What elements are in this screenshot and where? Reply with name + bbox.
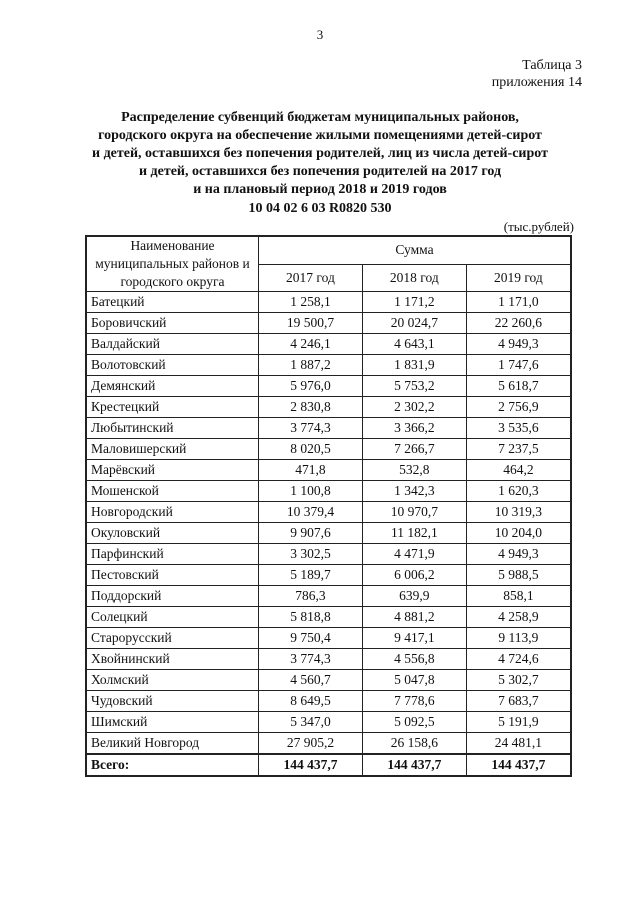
value-2018: 9 417,1 (362, 628, 466, 649)
value-2017: 5 347,0 (259, 712, 363, 733)
value-2019: 1 747,6 (466, 355, 571, 376)
value-2019: 10 319,3 (466, 502, 571, 523)
subvention-table (85, 235, 572, 777)
value-2017: 2 830,8 (259, 397, 363, 418)
row-name: Старорусский (86, 628, 259, 649)
total-value-2018: 144 437,7 (362, 754, 466, 776)
row-name: Демянский (86, 376, 259, 397)
row-name: Чудовский (86, 691, 259, 712)
header-year-2017: 2017 год (259, 264, 363, 291)
title-line-4: и детей, оставшихся без попечения родителей на 2017 год (138, 164, 502, 179)
title-line-3: и детей, оставшихся без попечения родителей, лиц из числа детей-сирот (92, 146, 548, 161)
value-2019: 4 949,3 (466, 334, 571, 355)
total-value-2017: 144 437,7 (259, 754, 363, 776)
row-name: Хвойнинский (86, 649, 259, 670)
value-2019: 1 620,3 (466, 481, 571, 502)
value-2019: 5 191,9 (466, 712, 571, 733)
value-2018: 1 171,2 (362, 292, 466, 313)
value-2017: 10 379,4 (259, 502, 363, 523)
row-name: Любытинский (86, 418, 259, 439)
value-2019: 22 260,6 (466, 313, 571, 334)
row-name: Окуловский (86, 523, 259, 544)
value-2017: 1 887,2 (259, 355, 363, 376)
value-2017: 4 560,7 (259, 670, 363, 691)
row-name: Солецкий (86, 607, 259, 628)
row-name: Валдайский (86, 334, 259, 355)
row-name: Шимский (86, 712, 259, 733)
value-2019: 3 535,6 (466, 418, 571, 439)
value-2017: 5 976,0 (259, 376, 363, 397)
value-2018: 5 753,2 (362, 376, 466, 397)
value-2017: 786,3 (259, 586, 363, 607)
value-2018: 11 182,1 (362, 523, 466, 544)
table-row (86, 607, 571, 628)
value-2018: 1 342,3 (362, 481, 466, 502)
table-row (86, 376, 571, 397)
table-reference-line-2: приложения 14 (491, 75, 582, 90)
total-row (86, 754, 571, 776)
row-name: Парфинский (86, 544, 259, 565)
value-2019: 4 949,3 (466, 544, 571, 565)
row-name: Поддорский (86, 586, 259, 607)
value-2017: 5 189,7 (259, 565, 363, 586)
header-year-2018: 2018 год (362, 264, 466, 291)
value-2018: 4 643,1 (362, 334, 466, 355)
value-2019: 7 237,5 (466, 439, 571, 460)
row-name: Мошенской (86, 481, 259, 502)
total-value-2019: 144 437,7 (466, 754, 571, 776)
value-2018: 3 366,2 (362, 418, 466, 439)
table-row (86, 481, 571, 502)
value-2018: 20 024,7 (362, 313, 466, 334)
value-2018: 10 970,7 (362, 502, 466, 523)
document-title (60, 109, 580, 199)
value-2018: 26 158,6 (362, 733, 466, 755)
row-name: Пестовский (86, 565, 259, 586)
header-year-2019: 2019 год (466, 264, 571, 291)
title-line-5: и на плановый период 2018 и 2019 годов (193, 182, 447, 197)
table-body (86, 292, 571, 777)
row-name: Волотовский (86, 355, 259, 376)
value-2019: 464,2 (466, 460, 571, 481)
value-2019: 858,1 (466, 586, 571, 607)
value-2017: 27 905,2 (259, 733, 363, 755)
value-2017: 1 100,8 (259, 481, 363, 502)
units-label: (тыс.рублей) (503, 219, 574, 234)
value-2019: 1 171,0 (466, 292, 571, 313)
value-2018: 7 266,7 (362, 439, 466, 460)
value-2017: 3 302,5 (259, 544, 363, 565)
value-2019: 24 481,1 (466, 733, 571, 755)
table-row (86, 523, 571, 544)
title-line-1: Распределение субвенций бюджетам муниципальных районов, (121, 110, 519, 125)
table-row (86, 460, 571, 481)
table-row (86, 397, 571, 418)
value-2019: 7 683,7 (466, 691, 571, 712)
table-row (86, 733, 571, 755)
table-row (86, 649, 571, 670)
table-row (86, 544, 571, 565)
value-2019: 4 258,9 (466, 607, 571, 628)
value-2017: 8 649,5 (259, 691, 363, 712)
value-2018: 639,9 (362, 586, 466, 607)
table-row (86, 334, 571, 355)
value-2019: 5 302,7 (466, 670, 571, 691)
row-name: Новгородский (86, 502, 259, 523)
value-2018: 2 302,2 (362, 397, 466, 418)
row-name: Боровичский (86, 313, 259, 334)
header-name: Наименование муниципальных районов и городского округа (86, 236, 259, 292)
value-2018: 5 047,8 (362, 670, 466, 691)
value-2019: 4 724,6 (466, 649, 571, 670)
table-row (86, 292, 571, 313)
table-reference (492, 57, 582, 91)
value-2019: 5 618,7 (466, 376, 571, 397)
value-2019: 5 988,5 (466, 565, 571, 586)
table-reference-line-1: Таблица 3 (522, 58, 582, 73)
row-name: Батецкий (86, 292, 259, 313)
table-row (86, 691, 571, 712)
table-row (86, 565, 571, 586)
value-2018: 4 556,8 (362, 649, 466, 670)
value-2019: 2 756,9 (466, 397, 571, 418)
budget-code: 10 04 02 6 03 R0820 530 (248, 201, 392, 216)
value-2018: 4 881,2 (362, 607, 466, 628)
table-row (86, 712, 571, 733)
table-row (86, 502, 571, 523)
value-2017: 9 907,6 (259, 523, 363, 544)
row-name: Маловишерский (86, 439, 259, 460)
row-name: Холмский (86, 670, 259, 691)
value-2017: 3 774,3 (259, 418, 363, 439)
page-number: 3 (316, 27, 324, 42)
value-2018: 6 006,2 (362, 565, 466, 586)
table-row (86, 313, 571, 334)
value-2018: 4 471,9 (362, 544, 466, 565)
value-2018: 5 092,5 (362, 712, 466, 733)
value-2017: 19 500,7 (259, 313, 363, 334)
header-sum: Сумма (259, 236, 572, 264)
value-2017: 8 020,5 (259, 439, 363, 460)
table-row (86, 628, 571, 649)
row-name: Крестецкий (86, 397, 259, 418)
value-2018: 1 831,9 (362, 355, 466, 376)
table-row (86, 586, 571, 607)
value-2018: 532,8 (362, 460, 466, 481)
value-2017: 5 818,8 (259, 607, 363, 628)
table-row (86, 670, 571, 691)
value-2018: 7 778,6 (362, 691, 466, 712)
row-name: Великий Новгород (86, 733, 259, 755)
table-row (86, 418, 571, 439)
total-label: Всего: (86, 754, 259, 776)
title-line-2: городского округа на обеспечение жилыми помещениями детей-сирот (98, 128, 542, 143)
value-2019: 10 204,0 (466, 523, 571, 544)
row-name: Марёвский (86, 460, 259, 481)
value-2017: 1 258,1 (259, 292, 363, 313)
value-2017: 4 246,1 (259, 334, 363, 355)
value-2017: 3 774,3 (259, 649, 363, 670)
table-row (86, 439, 571, 460)
table-row (86, 355, 571, 376)
value-2017: 9 750,4 (259, 628, 363, 649)
value-2019: 9 113,9 (466, 628, 571, 649)
value-2017: 471,8 (259, 460, 363, 481)
